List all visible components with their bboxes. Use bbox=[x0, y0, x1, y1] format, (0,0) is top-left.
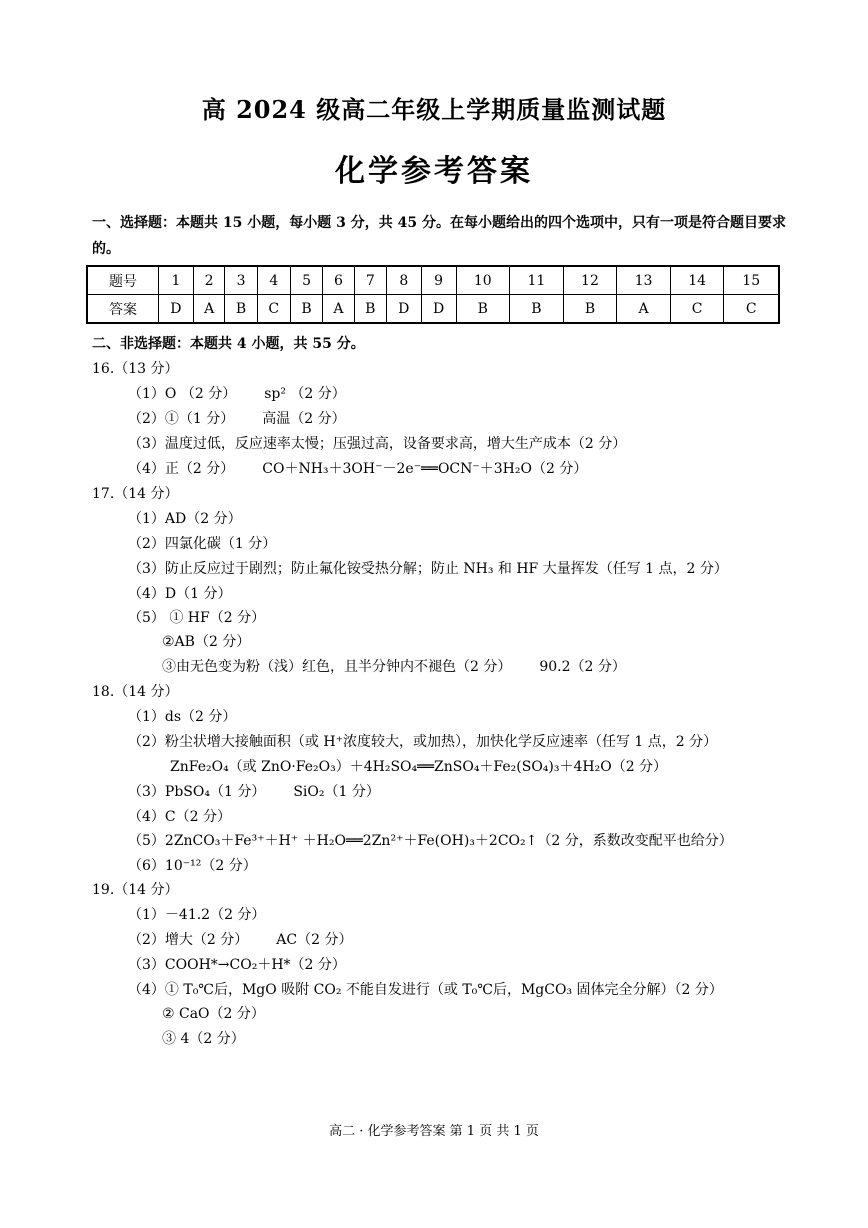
q17-heading: 17.（14 分） bbox=[92, 486, 179, 502]
answer-key-title: 化学参考答案 bbox=[335, 154, 533, 189]
answer-cell: D bbox=[386, 295, 421, 324]
answer-cell: D bbox=[159, 295, 194, 324]
answer-cell: C bbox=[670, 295, 724, 324]
q18-answer-3 bbox=[128, 782, 380, 802]
q16-answer-2 bbox=[128, 409, 346, 429]
q16-answer-4 bbox=[128, 459, 587, 479]
q18-answer-4: （4）C（2 分） bbox=[128, 809, 231, 825]
q19-answer-3: （3）COOH*→CO₂＋H*（2 分） bbox=[128, 957, 346, 973]
q17-answer-1: （1）AD（2 分） bbox=[128, 511, 242, 527]
section-1-instructions: 一、选择题：本题共 15 小题，每小题 3 分，共 45 分。在每小题给出的四个选项中，只有一项是符合题目要求的。 bbox=[92, 215, 786, 257]
q16-answer-1a: （1）O （2 分） bbox=[128, 386, 237, 402]
answer-cell: A bbox=[193, 295, 225, 324]
q16-answer-4a: （4）正（2 分） bbox=[128, 461, 235, 477]
q18-answer-2: （2）粉尘状增大接触面积（或 H⁺浓度较大，或加热），加快化学反应速率（任写 1 点，2 分） bbox=[128, 734, 718, 750]
question-number: 12 bbox=[563, 266, 617, 295]
q16-answer-1b: sp² （2 分） bbox=[264, 386, 346, 402]
question-number: 13 bbox=[617, 266, 671, 295]
question-number: 7 bbox=[354, 266, 386, 295]
question-number: 9 bbox=[421, 266, 456, 295]
question-number: 14 bbox=[670, 266, 724, 295]
answer-cell: B bbox=[225, 295, 257, 324]
q19-answer-2a: （2）增大（2 分） bbox=[128, 932, 249, 948]
answer-cell: B bbox=[510, 295, 564, 324]
q18-answer-3a: （3）PbSO₄（1 分） bbox=[128, 784, 266, 800]
q19-answer-4b: ② CaO（2 分） bbox=[162, 1006, 265, 1022]
q19-answer-4c: ③ 4（2 分） bbox=[162, 1031, 245, 1047]
q18-heading: 18.（14 分） bbox=[92, 684, 179, 700]
q19-answer-1: （1）－41.2（2 分） bbox=[128, 907, 266, 923]
answer-cell: D bbox=[421, 295, 456, 324]
q17-answer-2: （2）四氯化碳（1 分） bbox=[128, 536, 277, 552]
question-number: 8 bbox=[386, 266, 421, 295]
q16-heading: 16.（13 分） bbox=[92, 361, 179, 377]
answer-cell: C bbox=[257, 295, 290, 324]
q17-answer-5c bbox=[162, 657, 626, 677]
answer-cell: B bbox=[563, 295, 617, 324]
q16-answer-2a: （2）①（1 分） bbox=[128, 411, 235, 427]
question-number: 6 bbox=[323, 266, 355, 295]
answer-cell: C bbox=[724, 295, 779, 324]
q16-answer-1 bbox=[128, 384, 346, 404]
q18-answer-1: （1）ds（2 分） bbox=[128, 709, 237, 725]
q16-answer-3: （3）温度过低，反应速率太慢；压强过高，设备要求高，增大生产成本（2 分） bbox=[128, 436, 627, 452]
row-header-answers: 答案 bbox=[87, 295, 159, 324]
row-header-numbers: 题号 bbox=[87, 266, 159, 295]
question-number: 11 bbox=[510, 266, 564, 295]
q19-answer-2 bbox=[128, 930, 352, 950]
q17-answer-5: （5） ① HF（2 分） bbox=[128, 610, 266, 626]
q16-answer-2b: 高温（2 分） bbox=[262, 411, 346, 427]
question-number: 4 bbox=[257, 266, 290, 295]
question-number: 3 bbox=[225, 266, 257, 295]
question-number: 15 bbox=[724, 266, 779, 295]
table-row-answers bbox=[87, 295, 779, 324]
q19-answer-4: （4）① T₀℃后，MgO 吸附 CO₂ 不能自发进行（或 T₀℃后，MgCO₃ 固体完全分解）（2 分） bbox=[128, 982, 723, 998]
answer-cell: B bbox=[456, 295, 510, 324]
exam-title: 高 2024 级高二年级上学期质量监测试题 bbox=[201, 95, 667, 124]
q18-answer-3b: SiO₂（1 分） bbox=[293, 784, 380, 800]
choice-answer-table bbox=[86, 265, 780, 324]
answer-cell: A bbox=[323, 295, 355, 324]
question-number: 5 bbox=[290, 266, 322, 295]
question-number: 2 bbox=[193, 266, 225, 295]
q17-answer-5c-text: ③由无色变为粉（浅）红色，且半分钟内不褪色（2 分） bbox=[162, 659, 512, 675]
q17-answer-3: （3）防止反应过于剧烈；防止氟化铵受热分解；防止 NH₃ 和 HF 大量挥发（任写 1 点，2 分） bbox=[128, 561, 728, 577]
q17-answer-5b: ②AB（2 分） bbox=[162, 634, 251, 650]
section-2-instructions: 二、非选择题：本题共 4 小题，共 55 分。 bbox=[92, 336, 365, 352]
q18-answer-2b: ZnFe₂O₄（或 ZnO·Fe₂O₃）＋4H₂SO₄══ZnSO₄＋Fe₂(SO₄)₃＋4H₂O（2 分） bbox=[170, 759, 668, 775]
answer-cell: B bbox=[290, 295, 322, 324]
q18-answer-5: （5）2ZnCO₃＋Fe³⁺＋H⁺ ＋H₂O══2Zn²⁺＋Fe(OH)₃＋2CO₂↑（2 分，系数改变配平也给分） bbox=[128, 833, 733, 849]
table-row-numbers bbox=[87, 266, 779, 295]
answer-cell: A bbox=[617, 295, 671, 324]
question-number: 10 bbox=[456, 266, 510, 295]
page-footer: 高二 · 化学参考答案 第 1 页 共 1 页 bbox=[329, 1124, 539, 1139]
q17-answer-5d: 90.2（2 分） bbox=[539, 659, 626, 675]
question-number: 1 bbox=[159, 266, 194, 295]
q18-answer-6: （6）10⁻¹²（2 分） bbox=[128, 858, 257, 874]
q16-answer-4b: CO＋NH₃＋3OH⁻－2e⁻══OCN⁻＋3H₂O（2 分） bbox=[262, 461, 588, 477]
q19-answer-2b: AC（2 分） bbox=[276, 932, 353, 948]
q17-answer-4: （4）D（1 分） bbox=[128, 586, 232, 602]
q19-heading: 19.（14 分） bbox=[92, 882, 179, 898]
answer-cell: B bbox=[354, 295, 386, 324]
